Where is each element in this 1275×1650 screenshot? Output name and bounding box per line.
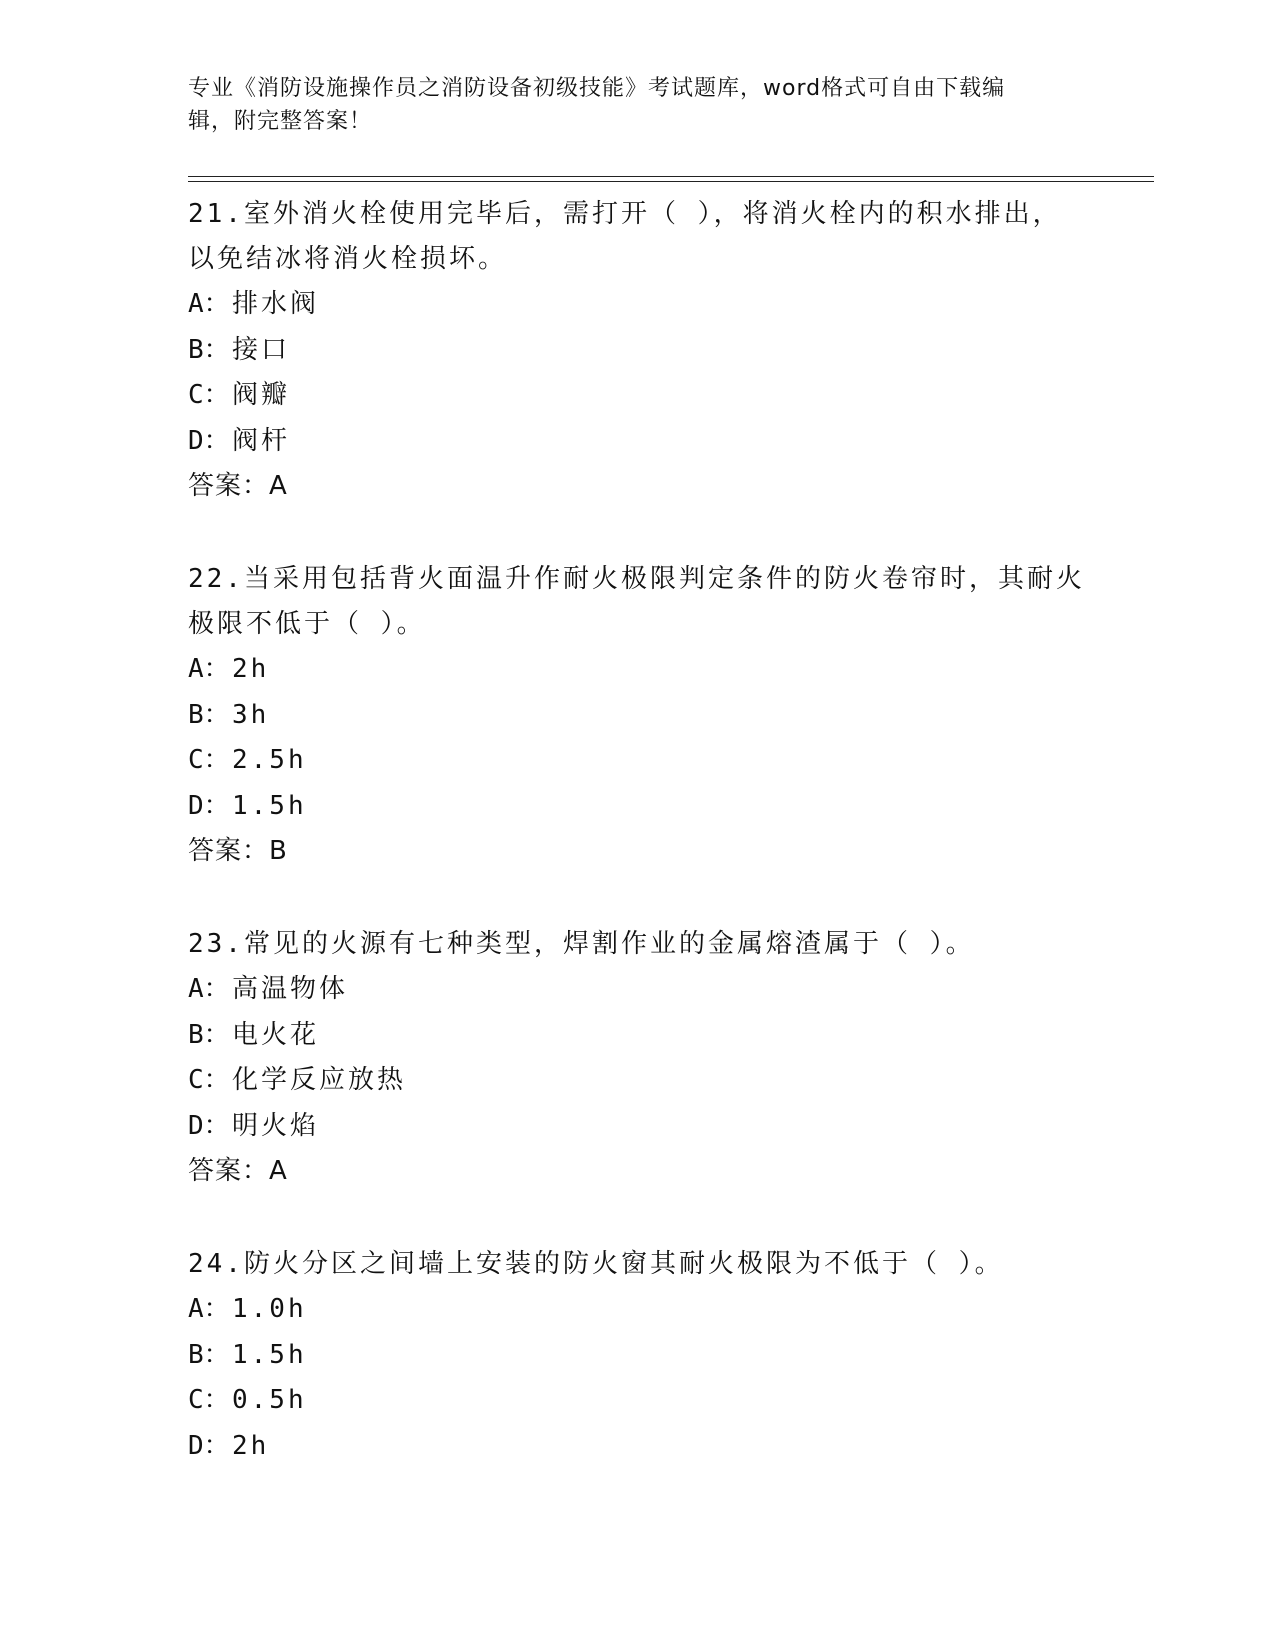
option-text: 明火焰 [232,1110,320,1141]
option-text: 排水阀 [232,289,320,319]
answer-line: 答案：B [188,836,288,866]
question-stem-line-2: 以免结冰将消火栓损坏。 [188,244,508,274]
answer-line: 答案：A [188,471,288,501]
option-b [188,1013,1088,1059]
question-stem-line-1: 24.防火分区之间墙上安装的防火窗其耐火极限为不低于（ ）。 [188,1249,1004,1279]
option-letter: D： [188,790,230,821]
option-d [188,1424,1088,1470]
header-divider-top [188,176,1154,177]
option-letter: A： [188,654,230,684]
option-a [188,967,1088,1013]
answer-line: 答案：A [188,1156,288,1186]
question-spacer [188,874,1088,922]
option-text: 2h [232,654,270,684]
header-divider-bottom [188,181,1154,182]
option-c [188,1058,1088,1104]
option-letter: A： [188,974,230,1004]
option-d [188,784,1088,830]
option-b [188,693,1088,739]
option-letter: C： [188,745,230,775]
option-text: 化学反应放热 [232,1065,407,1095]
option-text: 1.5h [232,1339,307,1370]
question-spacer [188,509,1088,557]
option-c [188,738,1088,784]
option-letter: A： [188,289,230,319]
document-header [188,72,1068,138]
option-text: 阀瓣 [232,380,291,410]
option-letter: C： [188,1385,230,1415]
option-letter: A： [188,1294,230,1324]
header-line-2: 辑，附完整答案！ [188,109,373,134]
option-letter: D： [188,1430,230,1461]
option-letter: B： [188,334,230,365]
option-text: 1.0h [232,1294,307,1324]
question-spacer [188,1194,1088,1242]
question-stem-line-1: 22.当采用包括背火面温升作耐火极限判定条件的防火卷帘时，其耐火 [188,564,1085,594]
option-letter: B： [188,1339,230,1370]
option-b [188,1333,1088,1379]
question-23 [188,922,1088,1194]
question-stem-line-1: 21.室外消火栓使用完毕后，需打开（ ），将消火栓内的积水排出， [188,199,1062,229]
option-text: 2.5h [232,745,307,775]
option-text: 接口 [232,334,291,365]
question-list [188,192,1088,1469]
option-text: 3h [232,699,270,730]
question-24 [188,1242,1088,1469]
option-letter: C： [188,380,230,410]
option-text: 高温物体 [232,974,349,1004]
option-letter: D： [188,425,230,456]
question-stem-line-1: 23.常见的火源有七种类型，焊割作业的金属熔渣属于（ ）。 [188,929,975,959]
question-21 [188,192,1088,509]
option-text: 阀杆 [232,425,291,456]
option-c [188,1378,1088,1424]
header-line-1: 专业《消防设施操作员之消防设备初级技能》考试题库，word格式可自由下载编 [188,76,1006,101]
option-a [188,282,1088,328]
option-letter: C： [188,1065,230,1095]
option-c [188,373,1088,419]
option-d [188,1104,1088,1150]
option-d [188,419,1088,465]
option-text: 电火花 [232,1019,320,1050]
option-letter: D： [188,1110,230,1141]
option-text: 2h [232,1430,270,1461]
option-letter: B： [188,699,230,730]
question-stem-line-2: 极限不低于（ ）。 [188,609,426,639]
option-a [188,647,1088,693]
option-letter: B： [188,1019,230,1050]
option-b [188,328,1088,374]
option-text: 0.5h [232,1385,307,1415]
option-text: 1.5h [232,790,307,821]
option-a [188,1287,1088,1333]
question-22 [188,557,1088,874]
